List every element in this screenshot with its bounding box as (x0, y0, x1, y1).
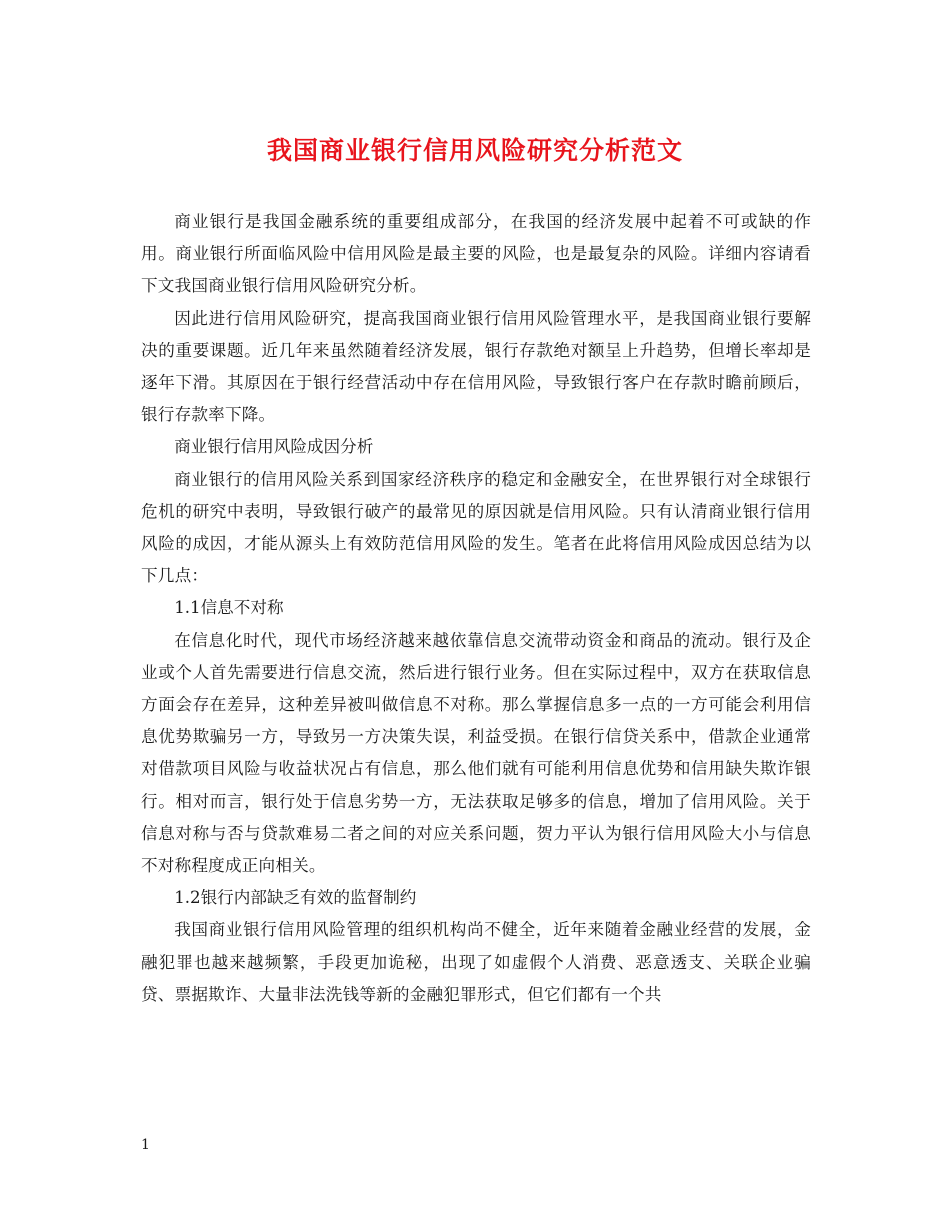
paragraph: 在信息化时代，现代市场经济越来越依靠信息交流带动资金和商品的流动。银行及企业或个人首先需要进行信息交流，然后进行银行业务。但在实际过程中，双方在获取信息方面会存在差异，这种差异被叫做信息不对称。那么掌握信息多一点的一方可能会利用信息优势欺骗另一方，导致另一方决策失误，利益受损。在银行信贷关系中，借款企业通常对借款项目风险与收益状况占有信息，那么他们就有可能利用信息优势和信用缺失欺诈银行。相对而言，银行处于信息劣势一方，无法获取足够多的信息，增加了信用风险。关于信息对称与否与贷款难易二者之间的对应关系问题，贺力平认为银行信用风险大小与信息不对称程度成正向相关。 (141, 630, 811, 876)
paragraph: 商业银行是我国金融系统的重要组成部分，在我国的经济发展中起着不可或缺的作用。商业银行所面临风险中信用风险是最主要的风险，也是最复杂的风险。详细内容请看下文我国商业银行信用风险研究分析。 (141, 212, 811, 296)
section-heading: 1.1信息不对称 (174, 598, 284, 618)
paragraph: 因此进行信用风险研究，提高我国商业银行信用风险管理水平，是我国商业银行要解决的重要课题。近几年来虽然随着经济发展，银行存款绝对额呈上升趋势，但增长率却是逐年下滑。其原因在于银行经营活动中存在信用风险，导致银行客户在存款时瞻前顾后，银行存款率下降。 (141, 308, 811, 425)
section-heading: 商业银行信用风险成因分析 (174, 437, 374, 457)
paragraph: 商业银行的信用风险关系到国家经济秩序的稳定和金融安全，在世界银行对全球银行危机的研究中表明，导致银行破产的最常见的原因就是信用风险。只有认清商业银行信用风险的成因，才能从源头上有效防范信用风险的发生。笔者在此将信用风险成因总结为以下几点： (141, 469, 811, 586)
document-body (141, 206, 811, 1011)
page-number: 1 (141, 1137, 150, 1153)
section-heading: 1.2银行内部缺乏有效的监督制约 (174, 888, 417, 908)
document-title: 我国商业银行信用风险研究分析范文 (266, 136, 683, 165)
paragraph: 我国商业银行信用风险管理的组织机构尚不健全，近年来随着金融业经营的发展，金融犯罪也越来越频繁，手段更加诡秘，出现了如虚假个人消费、恶意透支、关联企业骗贷、票据欺诈、大量非法洗钱等新的金融犯罪形式，但它们都有一个共 (141, 920, 811, 1004)
